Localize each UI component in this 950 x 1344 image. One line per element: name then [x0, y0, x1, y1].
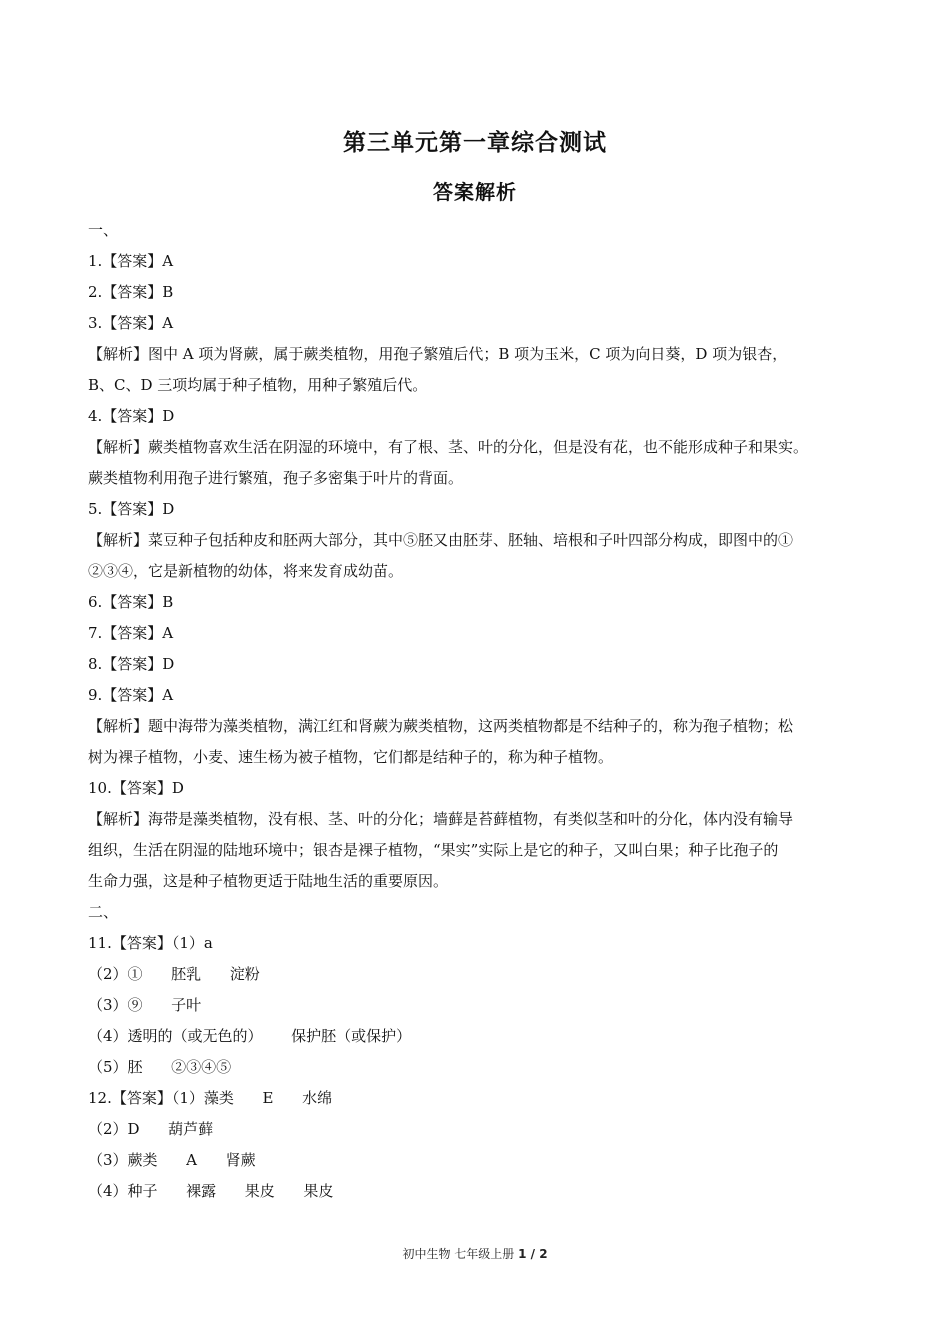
analysis-line: 【解析】菜豆种子包括种皮和胚两大部分，其中⑤胚又由胚芽、胚轴、培根和子叶四部分构成，即图中的①	[88, 531, 794, 549]
answer-line: 8.【答案】D	[88, 655, 175, 673]
answer-line: 12.【答案】（1）藻类 E 水绵	[88, 1089, 333, 1107]
answer-line: 1.【答案】A	[88, 252, 174, 270]
page-number: 1 / 2	[518, 1247, 548, 1261]
answer-line: 7.【答案】A	[88, 624, 174, 642]
sub-answer-line: （2）D 葫芦藓	[88, 1120, 214, 1138]
footer-text: 初中生物 七年级上册	[402, 1247, 515, 1261]
analysis-line: ②③④，它是新植物的幼体，将来发育成幼苗。	[88, 562, 404, 580]
sub-answer-line: （2）① 胚乳 淀粉	[88, 965, 260, 983]
page-title: 第三单元第一章综合测试	[343, 130, 607, 156]
answer-line: 9.【答案】A	[88, 686, 174, 704]
page-subtitle: 答案解析	[433, 180, 517, 204]
sub-answer-line: （4）种子 裸露 果皮 果皮	[88, 1182, 334, 1200]
answer-line: 10.【答案】D	[88, 779, 184, 797]
sub-answer-line: （5）胚 ②③④⑤	[88, 1058, 232, 1076]
analysis-line: 【解析】图中 A 项为肾蕨，属于蕨类植物，用孢子繁殖后代；B 项为玉米，C 项为向日葵，D 项为银杏，	[88, 345, 788, 363]
analysis-line: 蕨类植物利用孢子进行繁殖，孢子多密集于叶片的背面。	[88, 469, 464, 487]
page-footer	[0, 1245, 950, 1262]
sub-answer-line: （3）蕨类 A 肾蕨	[88, 1151, 256, 1169]
answer-line: 5.【答案】D	[88, 500, 175, 518]
answer-line: 4.【答案】D	[88, 407, 175, 425]
analysis-line: 【解析】海带是藻类植物，没有根、茎、叶的分化；墙藓是苔藓植物，有类似茎和叶的分化，体内没有输导	[88, 810, 794, 828]
analysis-line: 生命力强，这是种子植物更适于陆地生活的重要原因。	[88, 872, 449, 890]
answer-line: 11.【答案】（1）a	[88, 934, 213, 952]
answer-line: 2.【答案】B	[88, 283, 174, 301]
analysis-line: B、C、D 三项均属于种子植物，用种子繁殖后代。	[88, 376, 428, 394]
answer-content	[88, 215, 868, 1207]
section-heading: 一、	[88, 221, 119, 239]
sub-answer-line: （4）透明的（或无色的） 保护胚（或保护）	[88, 1027, 412, 1045]
section-heading: 二、	[88, 903, 119, 921]
answer-line: 3.【答案】A	[88, 314, 174, 332]
analysis-line: 【解析】蕨类植物喜欢生活在阴湿的环境中，有了根、茎、叶的分化，但是没有花，也不能形成种子和果实。	[88, 438, 809, 456]
sub-answer-line: （3）⑨ 子叶	[88, 996, 202, 1014]
answer-line: 6.【答案】B	[88, 593, 174, 611]
analysis-line: 组织，生活在阴湿的陆地环境中；银杏是裸子植物，“果实”实际上是它的种子，又叫白果；种子比孢子的	[88, 841, 779, 859]
analysis-line: 【解析】题中海带为藻类植物，满江红和肾蕨为蕨类植物，这两类植物都是不结种子的，称为孢子植物；松	[88, 717, 794, 735]
analysis-line: 树为裸子植物，小麦、速生杨为被子植物，它们都是结种子的，称为种子植物。	[88, 748, 614, 766]
